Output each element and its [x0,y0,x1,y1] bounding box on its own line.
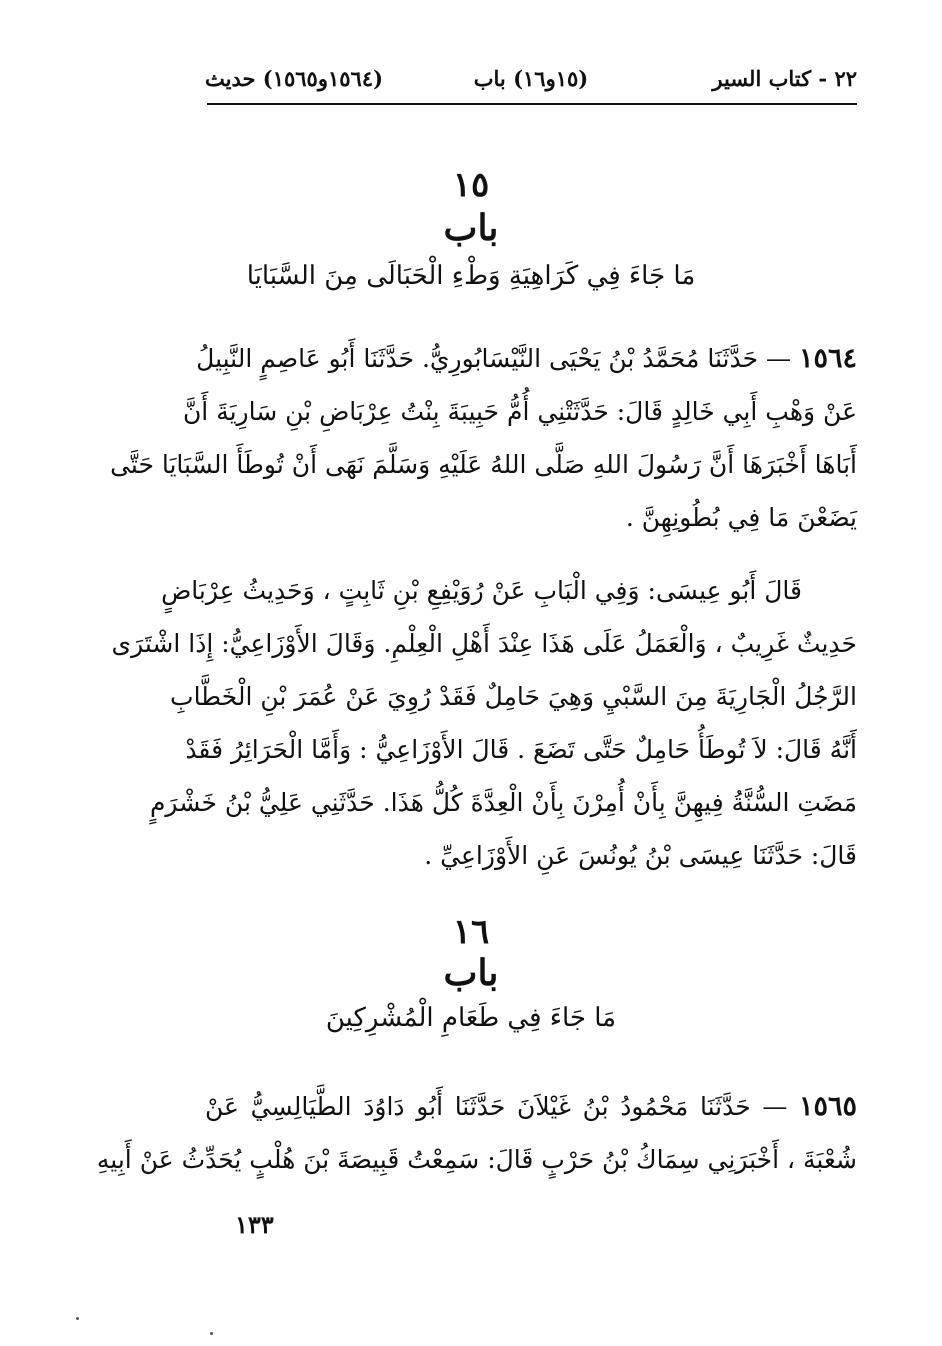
hadith-line: عَنْ وَهْبِ أَبِي خَالِدٍ قَالَ: حَدَّثَتْنِي أُمُّ حَبِيبَةَ بِنْتُ عِرْبَاضِ بْنِ سَارِيَةَ أَنَّ [182,397,857,426]
commentary-line: قَالَ: حَدَّثَنَا عِيسَى بْنُ يُونُسَ عَنِ الأَوْزَاعِيِّ . [424,841,857,870]
section-title: مَا جَاءَ فِي طَعَامِ الْمُشْرِكِينَ [325,1003,617,1033]
running-header [205,58,857,102]
hadith-line [205,1080,857,1133]
hadith-line [196,332,857,385]
section-title: مَا جَاءَ فِي كَرَاهِيَةِ وَطْءِ الْحَبَالَى مِنَ السَّبَايَا [246,261,696,291]
section-number: ١٥ [452,165,490,205]
section-number: ١٦ [452,912,490,952]
commentary-line: مَضَتِ السُّنَّةُ فِيهِنَّ بِأَنْ أُمِرْنَ بِأَنْ الْعِدَّةَ كُلُّ هَذَا. حَدَّثَنِي عَلِيُّ بْنُ خَشْرَمٍ [149,788,857,817]
scan-speck [76,1317,79,1320]
hadith-line: شُعْبَةَ ، أَخْبَرَنِي سِمَاكُ بْنُ حَرْبٍ قَالَ: سَمِعْتُ قَبِيصَةَ بْنَ هُلْبٍ يُحَدِّثُ عَنْ أَبِيهِ [96,1145,857,1174]
page-number: ١٣٣ [235,1210,274,1239]
hadith-number: ١٥٦٥ [799,1091,858,1122]
commentary-line: قَالَ أَبُو عِيسَى: وَفِي الْبَابِ عَنْ رُوَيْفِعِ بْنِ ثَابِتٍ ، وَحَدِيثُ عِرْبَاضٍ [161,576,802,605]
section-heading: باب [443,207,499,249]
hadith-text: حَدَّثَنَا مُحَمَّدُ بْنُ يَحْيَى النَّيْسَابُورِيُّ. حَدَّثَنَا أَبُو عَاصِمٍ النَّبِيلُ [196,344,759,373]
header-chapters: (١٥و١٦) باب [473,66,589,91]
dash: — [758,344,792,373]
commentary-line: حَدِيثٌ غَرِيبٌ ، وَالْعَمَلُ عَلَى هَذَا عِنْدَ أَهْلِ الْعِلْمِ. وَقَالَ الأَوْزَاعِيُّ: إِذَا اشْتَرَى [111,629,857,658]
header-divider [207,103,857,105]
hadith-text: حَدَّثَنَا مَحْمُودُ بْنُ غَيْلاَنَ حَدَّثَنَا أَبُو دَاوُدَ الطَّيَالِسِيُّ عَنْ [205,1092,751,1121]
dash: — [750,1092,788,1121]
hadith-line: أَبَاهَا أَخْبَرَهَا أَنَّ رَسُولَ اللهِ صَلَّى اللهُ عَلَيْهِ وَسَلَّمَ نَهَى أَنْ تُوطَأَ السَّبَايَا حَتَّى [110,450,857,479]
hadith-line: يَضَعْنَ مَا فِي بُطُونِهِنَّ . [625,503,857,532]
hadith-number: ١٥٦٤ [798,343,857,374]
hadith-block [110,332,857,544]
commentary-block [111,564,857,882]
hadith-block [96,1080,858,1186]
scan-speck [210,1332,213,1335]
header-chapter: ٢٢ - كتاب السير [712,66,857,91]
header-hadiths: (١٥٦٤و١٥٦٥) حديث [205,66,384,91]
commentary-line: الرَّجُلُ الْجَارِيَةَ مِنَ السَّبْيِ وَهِيَ حَامِلٌ فَقَدْ رُوِيَ عَنْ عُمَرَ بْنِ الْخَطَّابِ [170,682,857,711]
section-heading: باب [443,952,499,994]
commentary-line: أَنَّهُ قَالَ: لاَ تُوطَأُ حَامِلٌ حَتَّى تَضَعَ . قَالَ الأَوْزَاعِيُّ : وَأَمَّا الْحَرَائِرُ فَقَدْ [185,735,857,764]
